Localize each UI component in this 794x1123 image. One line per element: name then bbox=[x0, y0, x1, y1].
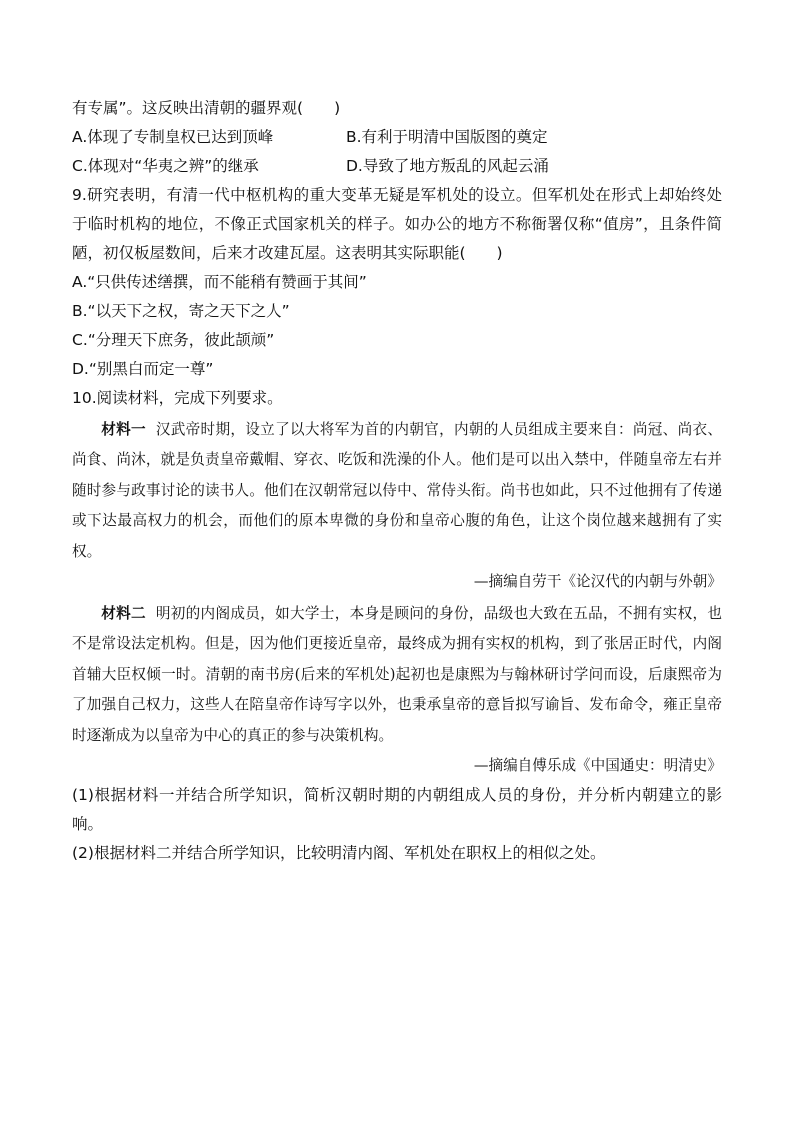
exam-page bbox=[72, 94, 722, 868]
question-8-option-a[interactable]: A.体现了专制皇权已达到顶峰 bbox=[72, 128, 274, 146]
question-10-requirement-2: (2)根据材料二并结合所学知识，比较明清内阁、军机处在职权上的相似之处。 bbox=[72, 844, 606, 863]
material-2-label: 材料二 bbox=[101, 605, 146, 623]
question-9-option-a[interactable]: A.“只供传述缮撰，而不能稍有赞画于其间” bbox=[72, 273, 367, 291]
question-8-option-c[interactable]: C.体现对“华夷之辨”的继承 bbox=[72, 157, 259, 175]
material-2 bbox=[72, 599, 722, 751]
question-8-options-row-2 bbox=[72, 152, 722, 181]
question-9-option-d[interactable]: D.“别黑白而定一尊” bbox=[72, 360, 214, 378]
question-8-option-b[interactable]: B.有利于明清中国版图的奠定 bbox=[346, 128, 548, 146]
material-2-text: 明初的内阁成员，如大学士，本身是顾问的身份，品级也大致在五品，不拥有实权，也不是常设法定机构。但是，因为他们更接近皇帝，最终成为拥有实权的机构，到了张居正时代，内阁首辅大臣权倾一时。清朝的南书房(后来的军机处)起初也是康熙为与翰林研讨学问而设，后康熙帝为了加强自己权力，这些人在陪皇帝作诗写字以外，也秉承皇帝的意旨拟写谕旨、发布命令，雍正皇帝时逐渐成为以皇帝为中心的真正的参与决策机构。 bbox=[72, 605, 722, 744]
material-1 bbox=[72, 415, 722, 567]
material-1-label: 材料一 bbox=[101, 421, 146, 438]
question-10-requirement-1: (1)根据材料一并结合所学知识，简析汉朝时期的内朝组成人员的身份，并分析内朝建立的影响。 bbox=[72, 786, 722, 834]
question-9-option-c[interactable]: C.“分理天下庶务，彼此颉颃” bbox=[72, 331, 275, 349]
question-8-options-row-1 bbox=[72, 123, 722, 152]
question-10-stem: 10.阅读材料，完成下列要求。 bbox=[72, 389, 283, 407]
question-8-stem-tail: 有专属”。这反映出清朝的疆界观( ) bbox=[72, 99, 341, 117]
material-2-source: —摘编自傅乐成《中国通史：明清史》 bbox=[473, 757, 722, 775]
question-9-option-b[interactable]: B.“以天下之权，寄之天下之人” bbox=[72, 302, 290, 320]
question-8-option-d[interactable]: D.导致了地方叛乱的风起云涌 bbox=[346, 157, 549, 175]
material-1-source: —摘编自劳干《论汉代的内朝与外朝》 bbox=[473, 573, 722, 591]
material-1-text: 汉武帝时期，设立了以大将军为首的内朝官，内朝的人员组成主要来自：尚冠、尚衣、尚食、尚沐，就是负责皇帝戴帽、穿衣、吃饭和洗澡的仆人。他们是可以出入禁中，伴随皇帝左右并随时参与政事讨论的读书人。他们在汉朝常冠以侍中、常侍头衔。尚书也如此，只不过他拥有了传递或下达最高权力的机会，而他们的原本卑微的身份和皇帝心腹的角色，让这个岗位越来越拥有了实权。 bbox=[72, 421, 722, 560]
question-9-stem: 9.研究表明，有清一代中枢机构的重大变革无疑是军机处的设立。但军机处在形式上却始终处于临时机构的地位，不像正式国家机关的样子。如办公的地方不称衙署仅称“值房”，且条件简陋，初仅板屋数间，后来才改建瓦屋。这表明其实际职能( ) bbox=[72, 186, 722, 262]
